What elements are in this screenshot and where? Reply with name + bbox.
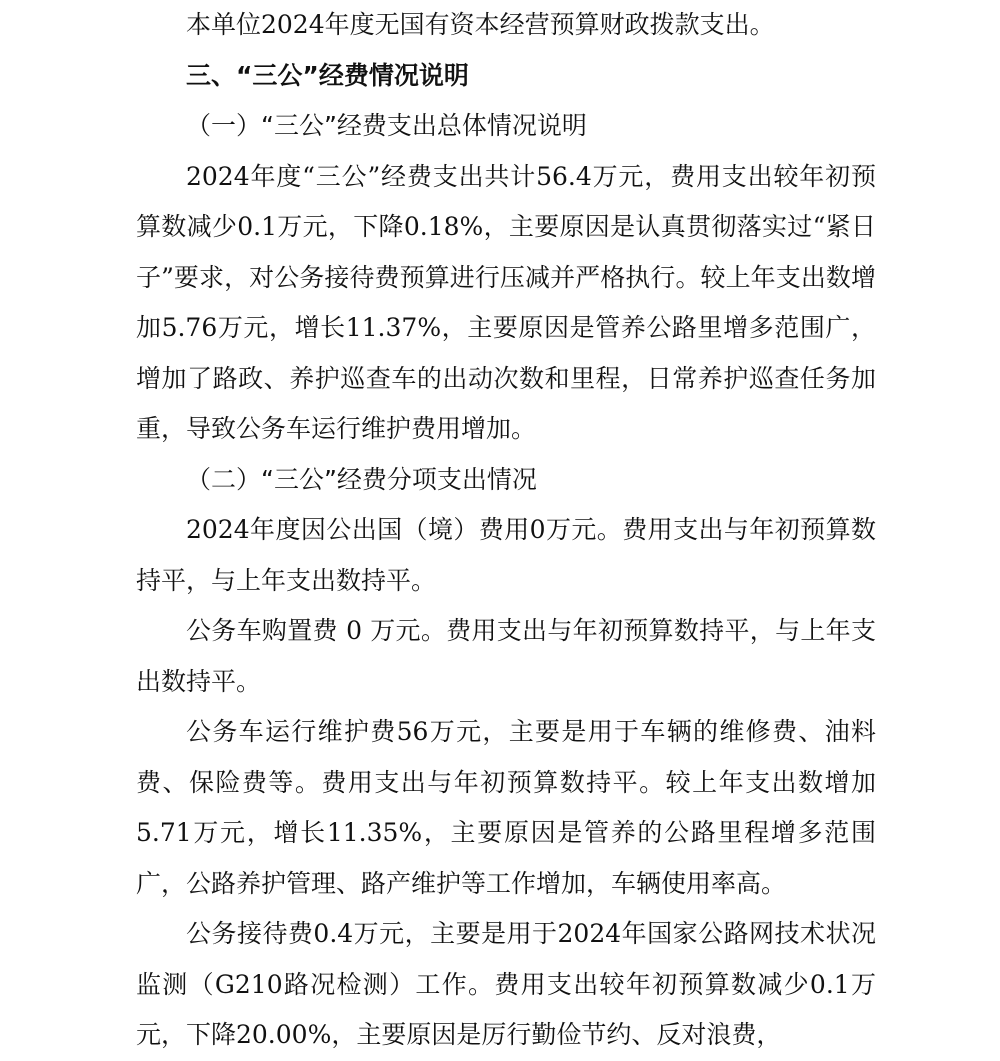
paragraph-vehicle-purchase: 公务车购置费 0 万元。费用支出与年初预算数持平，与上年支出数持平。 — [136, 616, 876, 696]
paragraph-no-state-capital-budget: 本单位2024年度无国有资本经营预算财政拨款支出。 — [186, 10, 775, 39]
paragraph-reception: 公务接待费0.4万元，主要是用于2024年国家公路网技术状况监测（G210路况检测）工作。费用支出较年初预算数减少0.1万元，下降20.00%，主要原因是厉行勤俭节约、反对浪费， — [136, 919, 876, 1049]
subsection-heading-overall: （一）“三公”经费支出总体情况说明 — [186, 111, 587, 140]
paragraph-vehicle-operation: 公务车运行维护费56万元，主要是用于车辆的维修费、油料费、保险费等。费用支出与年初预算数持平。较上年支出数增加5.71万元，增长11.35%，主要原因是管养的公路里程增多范围广，公路养护管理、路产维护等工作增加，车辆使用率高。 — [136, 717, 876, 898]
document-page — [136, 0, 876, 1061]
paragraph-overall-expense: 2024年度“三公”经费支出共计56.4万元，费用支出较年初预算数减少0.1万元，下降0.18%，主要原因是认真贯彻落实过“紧日子”要求，对公务接待费预算进行压减并严格执行。较上年支出数增加5.76万元，增长11.37%，主要原因是管养公路里增多范围广，增加了路政、养护巡查车的出动次数和里程，日常养护巡查任务加重，导致公务车运行维护费用增加。 — [136, 161, 876, 443]
subsection-heading-itemized: （二）“三公”经费分项支出情况 — [186, 464, 537, 494]
paragraph-overseas-travel: 2024年度因公出国（境）费用0万元。费用支出与年初预算数持平，与上年支出数持平。 — [136, 515, 876, 595]
section-heading-three-public-expenses: 三、“三公”经费情况说明 — [186, 60, 469, 90]
